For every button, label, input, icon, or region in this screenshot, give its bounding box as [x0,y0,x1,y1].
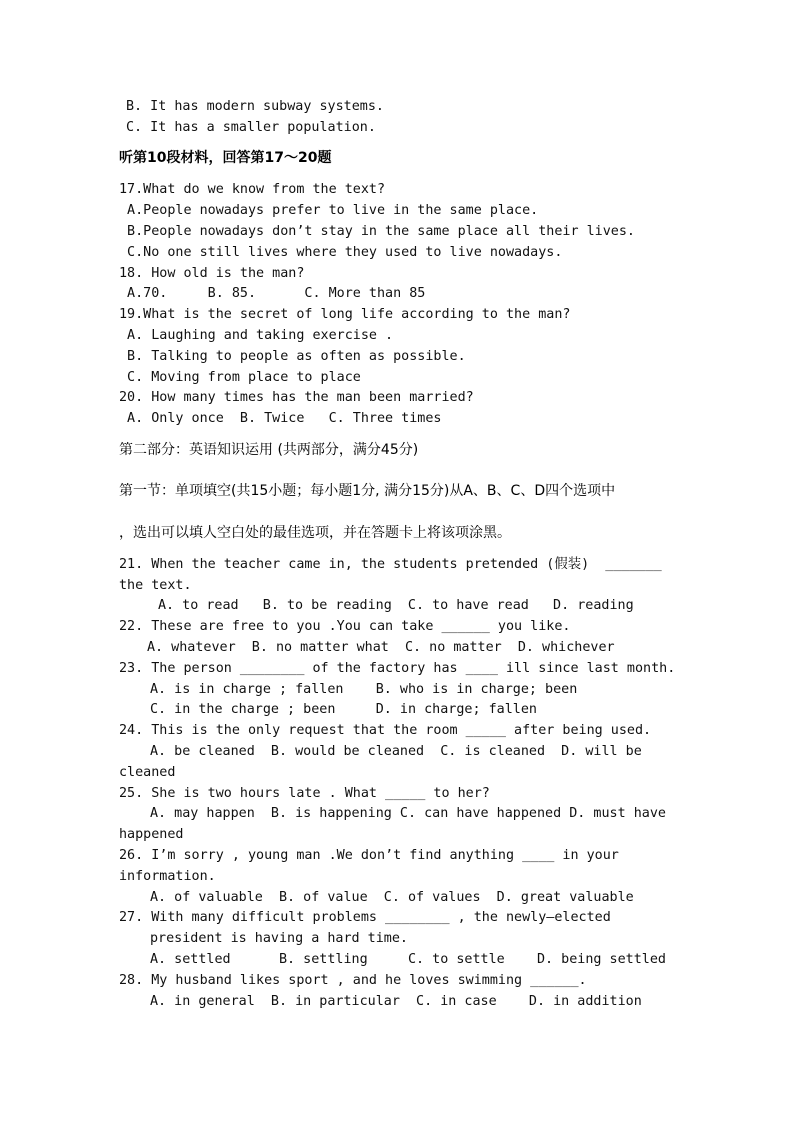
section-heading-listening-10: 听第10段材料，回答第17～20题 [119,150,332,166]
option-c-population: C. It has a smaller population. [126,120,376,135]
question-24-options-cont: cleaned [119,765,176,780]
question-18: 18. How old is the man? [119,266,305,281]
question-23: 23. The person ________ of the factory has ____ ill since last month. [119,661,676,676]
question-19: 19.What is the secret of long life according to the man? [119,307,571,322]
question-22-options: A. whatever B. no matter what C. no matter D. whichever [147,640,615,655]
question-17: 17.What do we know from the text? [119,182,386,197]
question-23-options-cd: C. in the charge ; been D. in charge; fallen [150,702,537,717]
question-23-options-ab: A. is in charge ; fallen B. who is in charge; been [150,682,578,697]
question-27-cont: president is having a hard time. [150,931,408,946]
question-19-option-c: C. Moving from place to place [119,370,361,385]
question-24-options: A. be cleaned B. would be cleaned C. is cleaned D. will be [150,744,642,759]
question-22: 22. These are free to you .You can take ______ you like. [119,619,571,634]
section-one-instructions: 第一节：单项填空(共15小题；每小题1分, 满分15分)从A、B、C、D四个选项中 [119,483,616,499]
question-17-option-b: B.People nowadays don’t stay in the same place all their lives. [119,224,635,239]
question-17-option-c: C.No one still lives where they used to live nowadays. [119,245,563,260]
question-26-options: A. of valuable B. of value C. of values D. great valuable [150,890,634,905]
question-18-options: A.70. B. 85. C. More than 85 [119,286,426,301]
question-26-cont: information. [119,869,216,884]
question-25-options: A. may happen B. is happening C. can have happened D. must have [150,806,666,821]
section-one-instructions-cont: ，选出可以填人空白处的最佳选项，并在答题卡上将该项涂黑。 [119,525,511,541]
question-28: 28. My husband likes sport , and he loves swimming ______. [119,973,587,988]
question-21: 21. When the teacher came in, the students pretended (假装) _______ [119,557,662,572]
part-two-heading: 第二部分：英语知识运用 (共两部分，满分45分) [119,442,419,458]
question-20: 20. How many times has the man been married? [119,390,474,405]
question-19-option-b: B. Talking to people as often as possible. [119,349,466,364]
question-25-options-cont: happened [119,827,184,842]
question-27-options: A. settled B. settling C. to settle D. being settled [150,952,666,967]
question-21-cont: the text. [119,578,192,593]
question-24: 24. This is the only request that the room _____ after being used. [119,723,652,738]
question-19-option-a: A. Laughing and taking exercise . [119,328,394,343]
question-25: 25. She is two hours late . What _____ to her? [119,786,490,801]
question-17-option-a: A.People nowadays prefer to live in the same place. [119,203,539,218]
question-27: 27. With many difficult problems ________ , the newly—elected [119,910,611,925]
question-26: 26. I’m sorry , young man .We don’t find anything ____ in your [119,848,619,863]
question-21-options: A. to read B. to be reading C. to have read D. reading [158,598,634,613]
question-28-options: A. in general B. in particular C. in case D. in addition [150,994,642,1009]
option-b-subway: B. It has modern subway systems. [126,99,384,114]
question-20-options: A. Only once B. Twice C. Three times [119,411,442,426]
